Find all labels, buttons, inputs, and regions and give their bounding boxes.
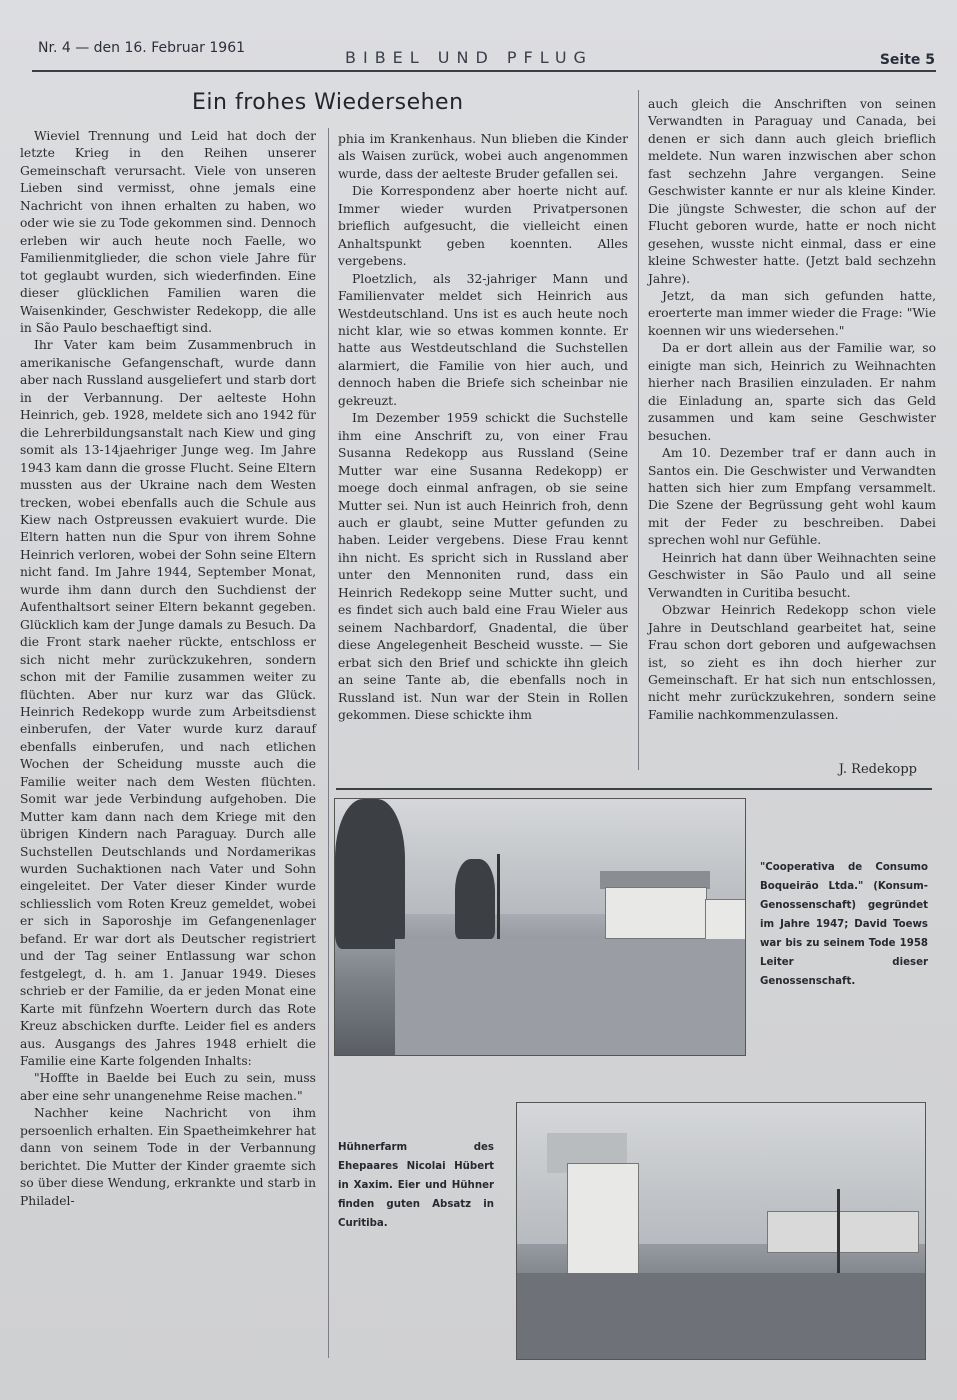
paragraph: Jetzt, da man sich gefunden hatte, eroerterte man immer wieder die Frage: "Wie koennen wir uns wiedersehen.": [648, 288, 936, 338]
farm-caption: Hühnerfarm des Ehepaares Nicolai Hübert in Xaxim. Eier und Hühner finden guten Absatz in Curitiba.: [338, 1142, 494, 1229]
article-column-2: [338, 131, 628, 724]
cooperative-photo: [334, 798, 746, 1056]
cooperative-caption: "Cooperativa de Consumo Boqueirão Ltda." (Konsum-Genossenschaft) gegründet im Jahre 1947; David Toews war bis zu seinem Tode 1958 Leiter dieser Genossenschaft.: [760, 862, 928, 987]
photo-ground: [517, 1273, 925, 1359]
farm-photo: [516, 1102, 926, 1360]
photo-building: [567, 1163, 639, 1275]
column-divider: [328, 128, 329, 1358]
issue-date: Nr. 4 — den 16. Februar 1961: [38, 40, 246, 56]
paragraph: Im Dezember 1959 schickt die Suchstelle ihm eine Anschrift zu, von einer Frau Susanna Redekopp aus Russland (Seine Mutter war eine Susanna Redekopp) er moege doch einmal anfragen, ob sie seine Mutter sei. Nun ist auch Heinrich froh, denn auch er glaubt, seine Mutter gefunden zu haben. Leider vergebens. Diese Frau kennt ihn nicht. Es spricht sich in Russland aber unter den Mennoniten rund, dass ein Heinrich Redekopp seine Mutter sucht, und es findet sich auch bald eine Frau Wieler aus seinem Nachbardorf, Gnadental, die über diese Angelegenheit Bescheid wusste. — Sie erbat sich den Brief und schickte ihn gleich an seine Tante ab, die ebenfalls noch in Russland ist. Nun war der Stein in Rollen gekommen. Diese schickte ihm: [338, 411, 628, 722]
photo-building: [705, 899, 746, 941]
photo-tree: [335, 799, 405, 949]
article-column-1: [20, 128, 316, 1210]
article-title: Ein frohes Wiedersehen: [192, 90, 464, 115]
paragraph: Heinrich hat dann über Weihnachten seine Geschwister in São Paulo und all seine Verwandten in Curitiba besucht.: [648, 550, 936, 600]
paragraph: auch gleich die Anschriften von seinen Verwandten in Paraguay und Canada, bei denen er sich dann auch gleich brieflich meldete. Nun waren inzwischen aber schon fast sechzehn Jahre vergangen. Seine Geschwister kannte er nur als kleine Kinder. Die jüngste Schwester, die schon auf der Flucht geboren wurde, hatte er noch nicht gesehen, wusste nicht einmal, dass er eine kleine Schwester hatte. (Jetzt bald sechzehn Jahre).: [648, 97, 936, 286]
paragraph: Die Korrespondenz aber hoerte nicht auf. Immer wieder wurden Privatpersonen brieflich aufgesucht, die vielleicht einen Anhaltspunkt geben koennten. Alles vergebens.: [338, 184, 628, 269]
section-rule: [336, 788, 932, 790]
photo-building: [767, 1211, 919, 1253]
photo-road: [395, 939, 745, 1055]
photo-building: [605, 887, 707, 939]
photo-pole: [837, 1189, 840, 1279]
paragraph: Wieviel Trennung und Leid hat doch der letzte Krieg in den Reihen unserer Gemeinschaft verursacht. Viele von unseren Lieben sind vermisst, ohne jemals eine Nachricht von ihnen erhalten zu haben, wo oder wie sie zu Tode gekommen sind. Dennoch erleben wir auch heute noch Faelle, wo Familienmitglieder, die schon viele Jahre für tot geglaubt wurden, sich wiederfinden. Eine dieser glücklichen Familien waren die Waisenkinder, Geschwister Redekopp, die alle in São Paulo beschaeftigt sind.: [20, 129, 316, 335]
column-divider: [638, 90, 639, 770]
paragraph: Ihr Vater kam beim Zusammenbruch in amerikanische Gefangenschaft, wurde dann aber nach Russland ausgeliefert und starb dort in der Verbannung. Der aelteste Hohn Heinrich, geb. 1928, meldete sich ano 1942 für die Lehrerbildungsanstalt nach Kiew und ging somit als 13-14jaehriger Junge weg. Im Jahre 1943 kam dann die grosse Flucht. Seine Eltern mussten aus der Ukraine nach dem Westen trecken, wobei ebenfalls auch die Schule aus Kiew nach Ostpreussen evakuiert wurde. Die Eltern hatten nun die Spur von ihrem Sohne Heinrich verloren, wobei der Sohn seine Eltern nicht fand. Im Jahre 1944, September Monat, wurde ihm dann durch den Suchdienst der Aufenthaltsort seiner Eltern bekannt gegeben. Glücklich kam der Junge damals zu Besuch. Da die Front stark naeher rückte, entschloss er sich nicht mehr zurückzukehren, sondern schon mit der Familie zusammen weiter zu flüchten. Aber nur kurz war das Glück. Heinrich Redekopp wurde zum Arbeitsdienst einberufen, der Vater wurde kurz darauf ebenfalls einberufen, und nach etlichen Wochen der Scheidung musste auch die Familie weiter nach dem Westen flüchten. Somit war jede Verbindung aufgehoben. Die Mutter kam dann nach dem Kriege mit den übrigen Kindern nach Paraguay. Durch alle Suchstellen Deutschlands und Nordamerikas wurden Suchaktionen nach Vater und Sohn eingeleitet. Der Vater dieser Kinder wurde schliesslich vom Roten Kreuz gemeldet, wobei er sich in Saporoshje im Gefangenenlager befand. Er war dort als Deutscher registriert und der Tag seiner Entlassung war schon festgelegt, d. h. am 1. Januar 1949. Dieses schrieb er der Familie, da er jeden Monat eine Karte mit fünfzehn Woertern durch das Rote Kreuz abschicken durfte. Leider fiel es anders aus. Ausgangs des Jahres 1948 erhielt die Familie eine Karte folgenden Inhalts:: [20, 338, 316, 1069]
masthead: BIBEL UND PFLUG: [345, 48, 593, 67]
photo-tree: [455, 859, 495, 939]
header-rule: [32, 70, 936, 72]
paragraph: Am 10. Dezember traf er dann auch in Santos ein. Die Geschwister und Verwandten hatten sich hier zum Empfang versammelt. Die Szene der Begrüssung geht wohl kaum mit der Feder zu beschreiben. Dabei sprechen wohl nur Gefühle.: [648, 446, 936, 548]
paragraph: Ploetzlich, als 32-jahriger Mann und Familienvater meldet sich Heinrich aus Westdeutschland. Uns ist es auch heute noch nicht klar, wie so etwas kommen konnte. Er hatte aus Westdeutschland die Suchstellen alarmiert, die Familie von hier auch, und dennoch haben die Briefe sich scheinbar nie gekreuzt.: [338, 271, 628, 408]
page-number: Seite 5: [879, 52, 935, 68]
photo-pole: [497, 854, 500, 944]
paragraph: "Hoffte in Baelde bei Euch zu sein, muss aber eine sehr unangenehme Reise machen.": [20, 1071, 316, 1103]
paragraph: Da er dort allein aus der Familie war, so einigte man sich, Heinrich zu Weihnachten hierher nach Brasilien einzuladen. Er nahm die Einladung an, sparte sich das Geld zusammen und kam seine Geschwister besuchen.: [648, 341, 936, 443]
article-column-3: [648, 96, 936, 724]
author-signature: J. Redekopp: [838, 762, 917, 777]
paragraph: Obzwar Heinrich Redekopp schon viele Jahre in Deutschland gearbeitet hat, seine Frau schon dort geboren und aufgewachsen ist, so zieht es ihn doch hierher zur Gemeinschaft. Er hat sich nun entschlossen, nicht mehr zurückzukehren, sondern seine Familie nachkommenzulassen.: [648, 603, 936, 722]
paragraph: Nachher keine Nachricht von ihm persoenlich erhalten. Ein Spaetheimkehrer hat dann von seinem Tode in der Verbannung berichtet. Die Mutter der Kinder graemte sich so über diese Wendung, erkrankte und starb in Philadel-: [20, 1106, 316, 1208]
paragraph: phia im Krankenhaus. Nun blieben die Kinder als Waisen zurück, wobei auch angenommen wurde, dass der aelteste Bruder gefallen sei.: [338, 132, 628, 181]
